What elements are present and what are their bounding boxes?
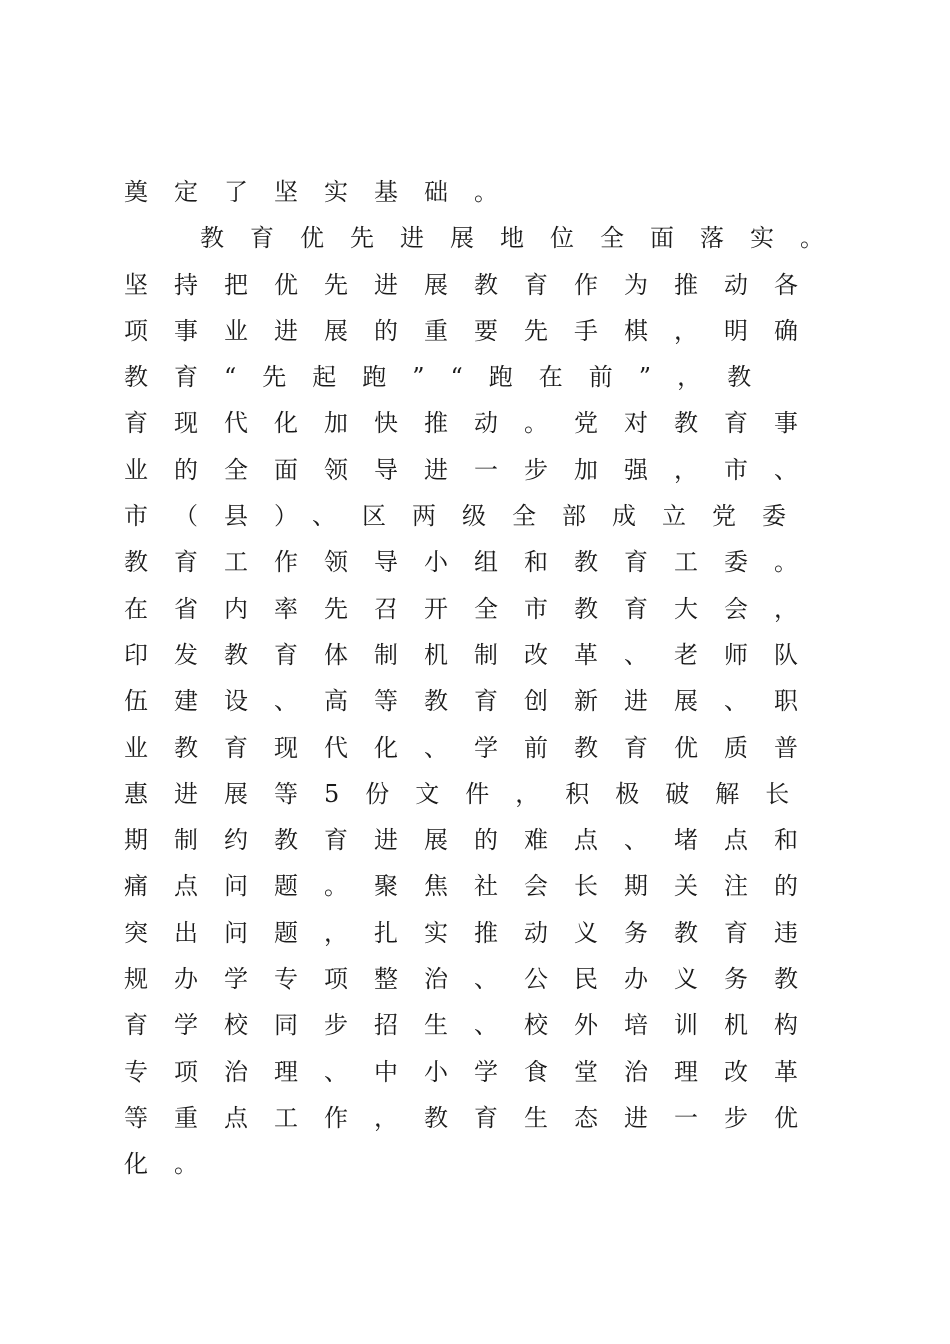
text-line: 惠进展等5份文件，积极破解长 [124,779,816,808]
text-line: 教育工作领导小组和教育工委。 [124,548,824,577]
text-line: 业的全面领导进一步加强，市、 [124,455,824,484]
text-line: 印发教育体制机制改革、老师队 [124,640,824,669]
body-text [124,169,850,1188]
paragraph-heading-line: 教育优先进展地位全面落实。 [200,224,850,253]
text-line: 育现代化加快推动。党对教育事 [124,409,824,438]
text-line: 奠定了坚实基础。 [124,178,524,206]
text-line: 项事业进展的重要先手棋，明确 [124,316,824,345]
text-line: 业教育现代化、学前教育优质普 [124,733,824,762]
text-line: 痛点问题。聚焦社会长期关注的 [124,872,824,901]
text-line: 规办学专项整治、公民办义务教 [124,965,824,994]
text-line: 化。 [124,1150,224,1179]
text-line: 突出问题，扎实推动义务教育违 [124,918,824,947]
text-line: 伍建设、高等教育创新进展、职 [124,687,824,716]
text-line: 期制约教育进展的难点、堵点和 [124,826,824,855]
text-line: 育学校同步招生、校外培训机构 [124,1011,824,1040]
text-line: 市（县）、区两级全部成立党委 [124,502,812,531]
text-line: 专项治理、中小学食堂治理改革 [124,1057,824,1086]
text-line: 教育“先起跑”“跑在前”，教 [124,363,778,392]
text-line: 等重点工作，教育生态进一步优 [124,1103,824,1132]
text-line: 坚持把优先进展教育作为推动各 [124,270,824,299]
text-line: 在省内率先召开全市教育大会， [124,594,824,623]
